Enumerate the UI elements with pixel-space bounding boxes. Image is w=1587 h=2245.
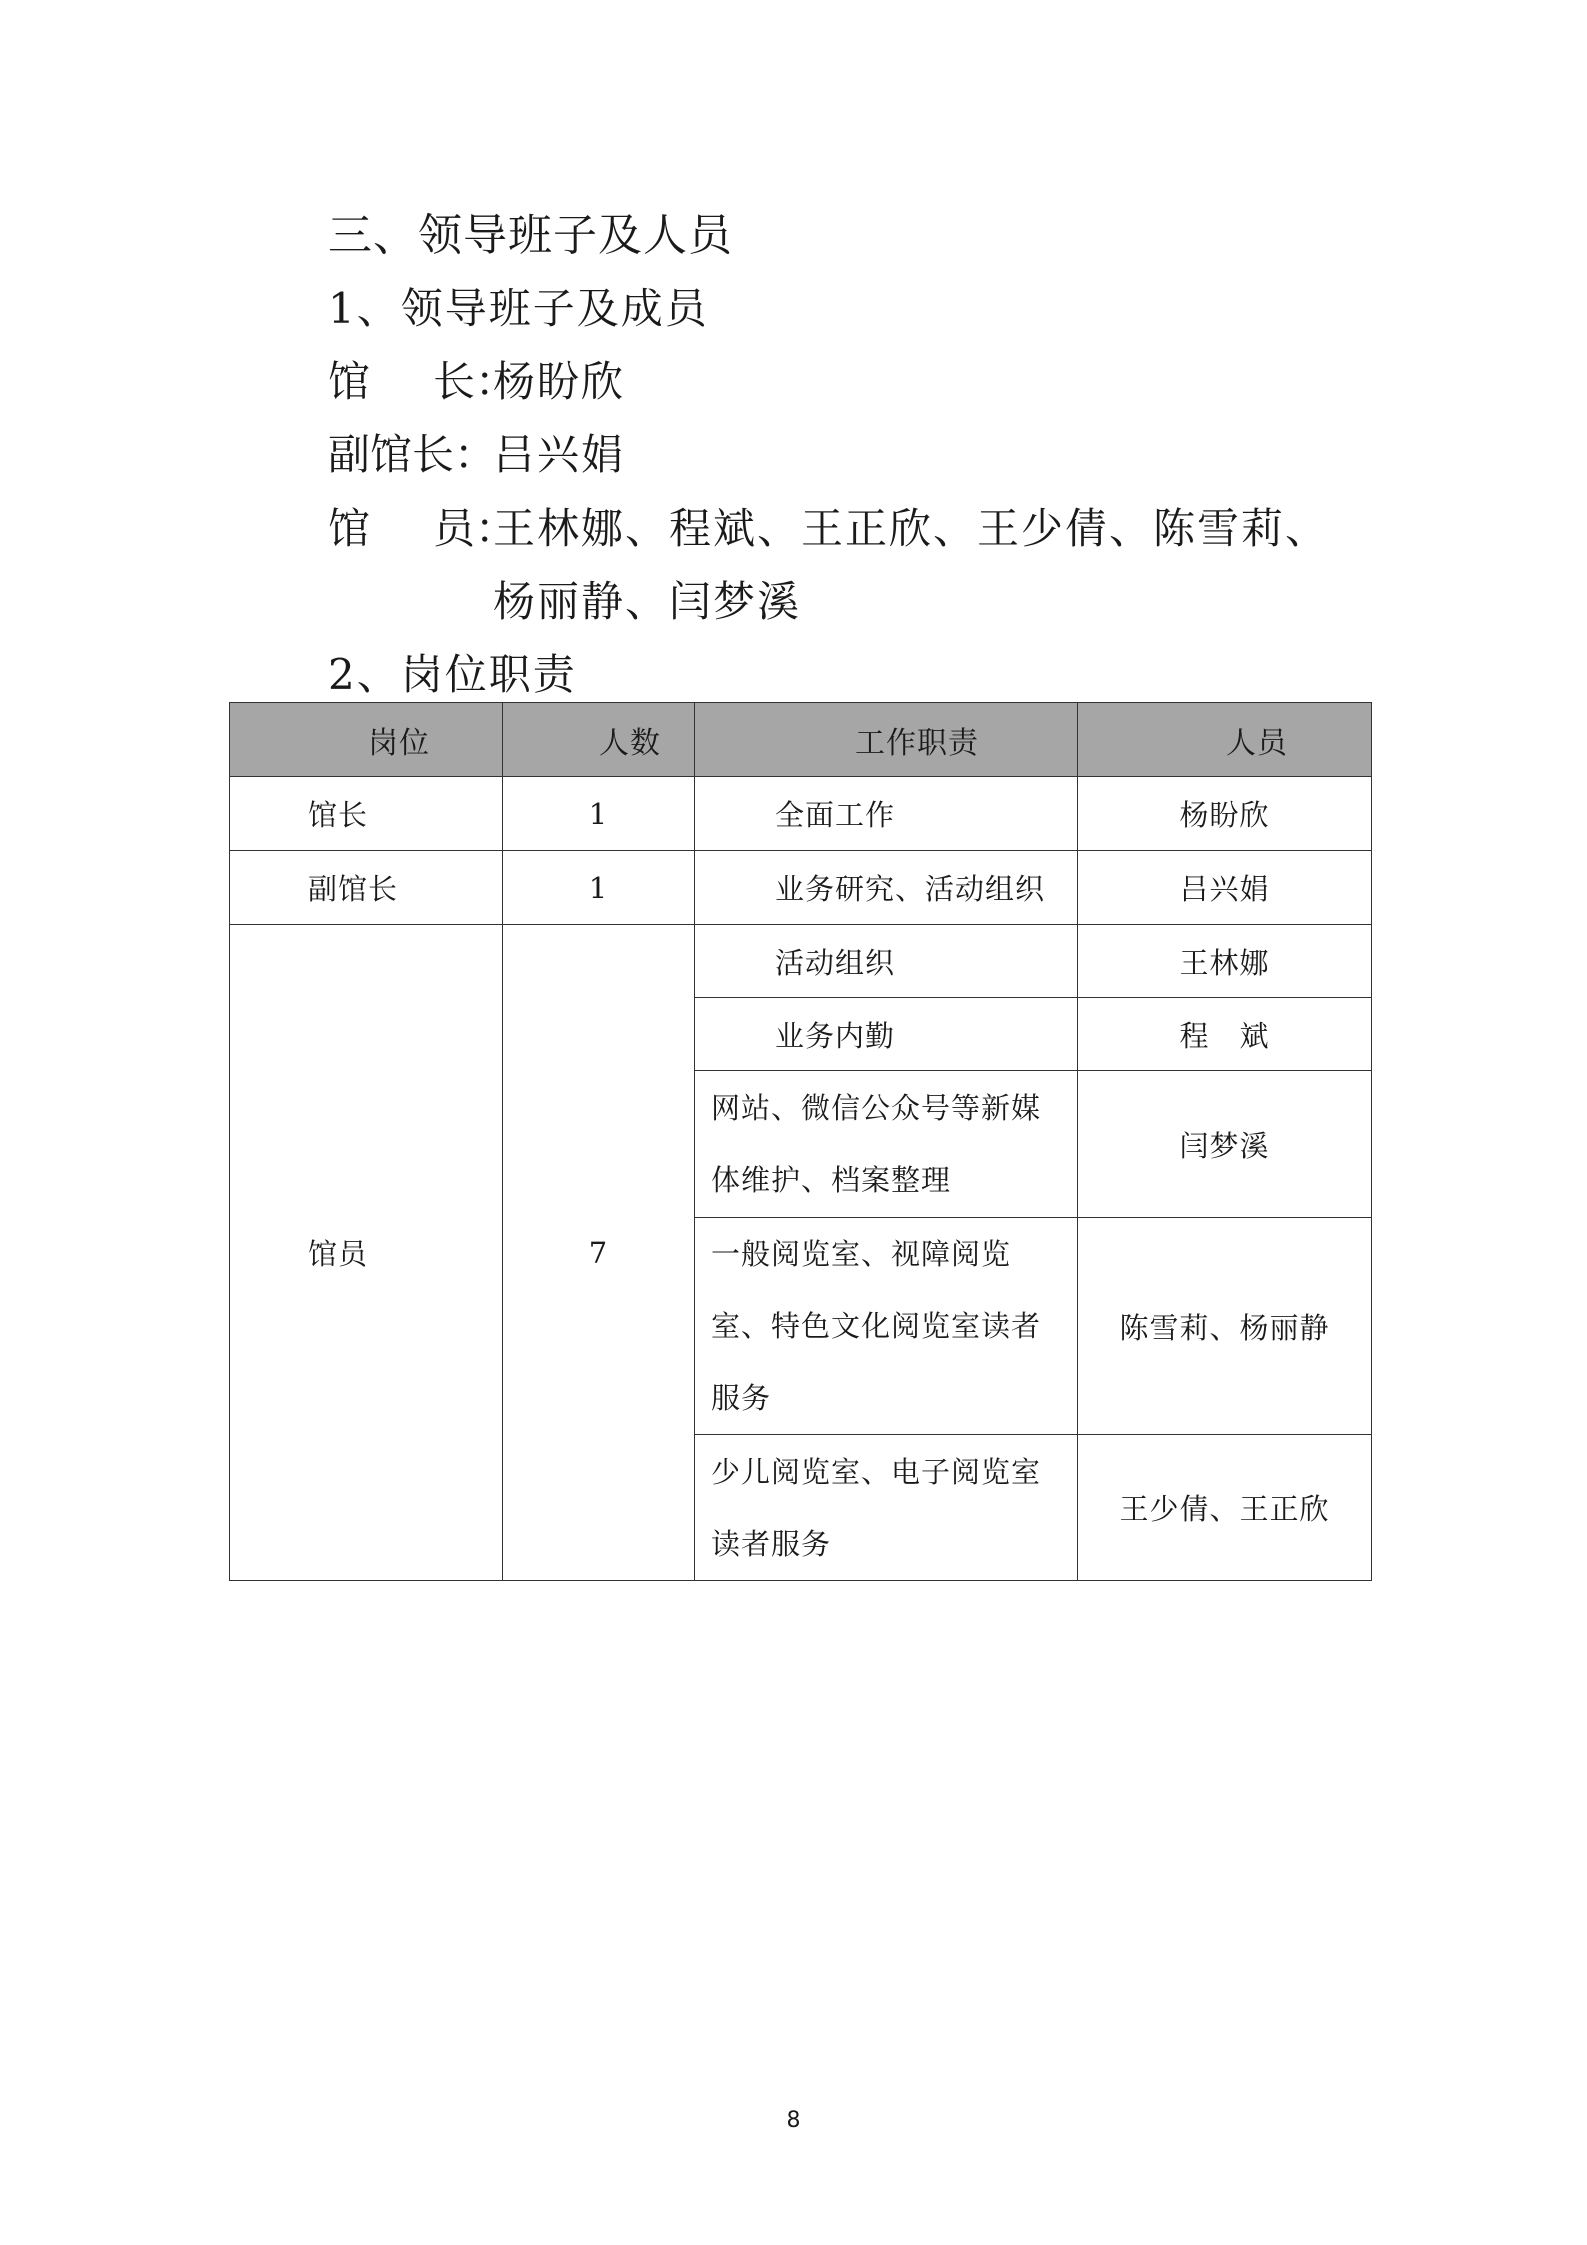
cell-person: 陈雪莉、杨丽静 <box>1078 1218 1372 1435</box>
cell-duty: 活动组织 <box>695 925 1078 998</box>
member-value-deputy: 吕兴娟 <box>493 430 626 479</box>
cell-person: 闫梦溪 <box>1078 1071 1372 1218</box>
cell-duty: 业务内勤 <box>695 998 1078 1071</box>
cell-position: 馆长 <box>230 777 503 851</box>
cell-duty: 少儿阅览室、电子阅览室读者服务 <box>695 1435 1078 1581</box>
member-label-deputy: 副馆长： <box>328 430 497 479</box>
header-position: 岗位 <box>230 703 503 777</box>
member-line-deputy <box>328 430 626 479</box>
page-number: 8 <box>786 2108 801 2133</box>
member-line-staff <box>328 504 1330 553</box>
header-person: 人员 <box>1078 703 1372 777</box>
cell-person: 王少倩、王正欣 <box>1078 1435 1372 1581</box>
header-duty: 工作职责 <box>695 703 1078 777</box>
header-count: 人数 <box>503 703 695 777</box>
table-row <box>230 925 1372 998</box>
subsection-title-leadership: 1、领导班子及成员 <box>328 284 709 333</box>
member-value-staff-continued: 杨丽静、闫梦溪 <box>493 577 802 626</box>
table-row <box>230 777 1372 851</box>
table-header-row <box>230 703 1372 777</box>
cell-count: 1 <box>503 777 695 851</box>
cell-duty: 业务研究、活动组织 <box>695 851 1078 925</box>
member-value-staff: 王林娜、程斌、王正欣、王少倩、陈雪莉、 <box>493 504 1330 553</box>
member-line-director <box>328 357 626 406</box>
member-label-director: 馆 长： <box>328 357 518 406</box>
cell-duty: 全面工作 <box>695 777 1078 851</box>
cell-person: 吕兴娟 <box>1078 851 1372 925</box>
cell-position-group: 馆员 <box>230 925 503 1581</box>
cell-position: 副馆长 <box>230 851 503 925</box>
member-label-staff: 馆 员： <box>328 504 518 553</box>
cell-duty: 网站、微信公众号等新媒体维护、档案整理 <box>695 1071 1078 1218</box>
cell-person: 程 斌 <box>1078 998 1372 1071</box>
cell-count-group: 7 <box>503 925 695 1581</box>
duty-table <box>229 702 1372 1581</box>
cell-person: 杨盼欣 <box>1078 777 1372 851</box>
section-title: 三、领导班子及人员 <box>328 210 733 261</box>
cell-person: 王林娜 <box>1078 925 1372 998</box>
member-value-director: 杨盼欣 <box>493 357 626 406</box>
cell-count: 1 <box>503 851 695 925</box>
table-row <box>230 851 1372 925</box>
subsection-title-duties: 2、岗位职责 <box>328 650 577 699</box>
cell-duty: 一般阅览室、视障阅览室、特色文化阅览室读者服务 <box>695 1218 1078 1435</box>
